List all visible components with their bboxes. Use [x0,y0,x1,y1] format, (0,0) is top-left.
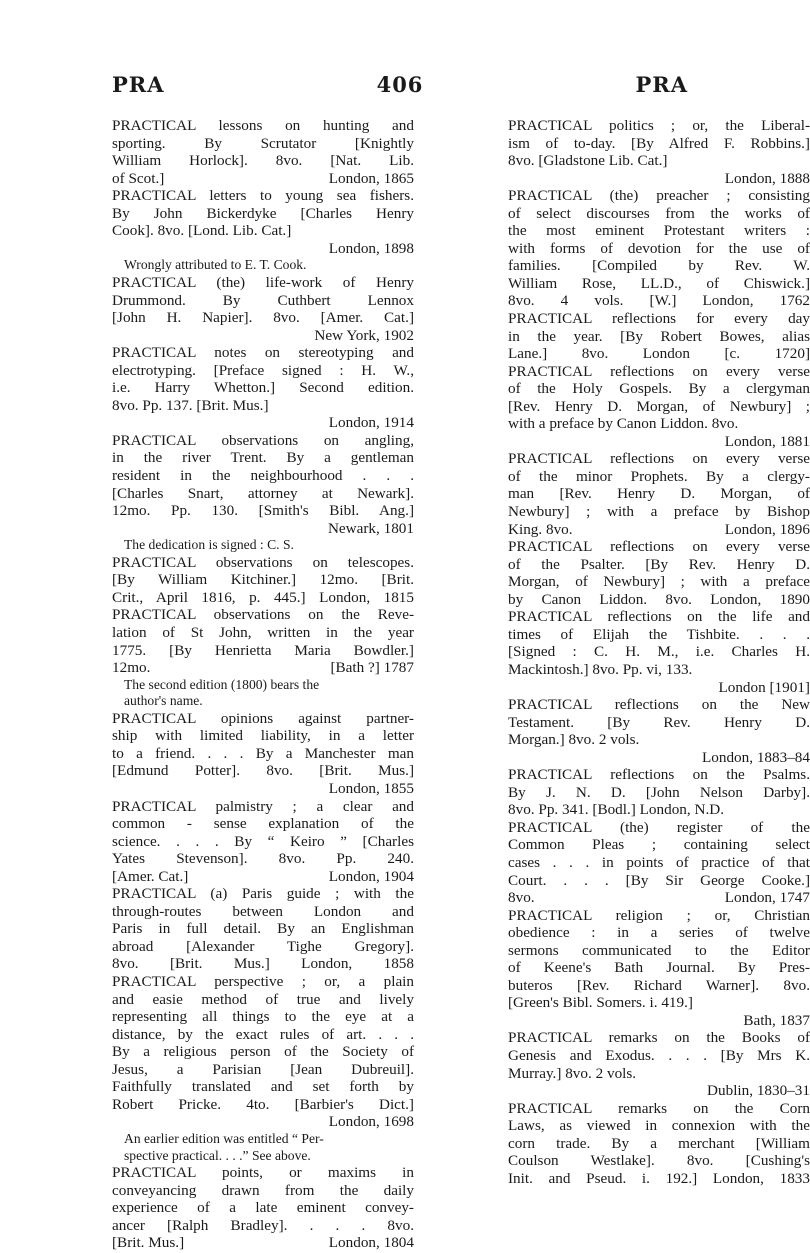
entry-note: spective practical. . . .” See above. [124,1147,311,1163]
catalog-entry [112,1164,414,1252]
entry-line: the most eminent Protestant writers : [508,222,810,240]
catalog-entry [112,798,414,886]
entry-line [112,170,414,188]
entry-line: PRACTICAL notes on stereotyping and [112,344,414,362]
entry-note: author's name. [124,693,203,709]
entry-line-part: London, 1804 [328,1234,414,1252]
entry-line: Coulson Westlake]. 8vo. [Cushing's [508,1152,810,1170]
catalog-entry [508,766,810,819]
page-number: 406 [376,72,424,97]
entry-line: Init. and Pseud. i. 192.] London, 1833 [508,1169,810,1187]
entry-line [112,868,414,886]
entry-line: PRACTICAL reflections for every day [508,310,810,328]
entry-line-part: [Amer. Cat.] [112,867,189,885]
entry-line: 1775. [By Henrietta Maria Bowdler.] [112,641,414,659]
entry-line: resident in the neighbourhood . . . [112,466,414,484]
entry-line: PRACTICAL lessons on hunting and [112,117,414,134]
entry-line: Dublin, 1830–31 [707,1082,810,1100]
entry-line: PRACTICAL reflections on the life and [508,608,810,626]
entry-line: Bath, 1837 [743,1011,810,1029]
entry-line: London, 1898 [328,239,414,257]
entry-line: PRACTICAL (the) life-work of Henry [112,273,414,291]
entry-line: lation of St John, written in the year [112,623,414,641]
entry-line: PRACTICAL (the) register of the [508,818,810,836]
entry-line [508,521,810,539]
catalog-entry [508,310,810,363]
catalog-entry [508,538,810,608]
entry-line: ancer [Ralph Bradley]. . . . 8vo. [112,1216,414,1234]
left-column [112,117,414,1252]
entry-line: William Horlock]. 8vo. [Nat. Lib. [112,152,414,170]
catalog-entry [508,1029,810,1099]
entry-line: Mackintosh.] 8vo. Pp. vi, 133. [508,660,693,678]
entry-line: by Canon Liddon. 8vo. London, 1890 [508,590,810,608]
entry-line: London, 1881 [724,432,810,450]
entry-line-part: [Bath ?] 1787 [330,659,414,677]
catalog-entry [508,1100,810,1188]
entry-line: PRACTICAL politics ; or, the Liberal- [508,117,810,134]
entry-line: Newark, 1801 [327,519,414,537]
catalog-entry [508,117,810,187]
catalog-entry [112,973,414,1164]
entry-line: [Green's Bibl. Somers. i. 419.] [508,994,693,1012]
entry-line: Jesus, a Parisian [Jean Dubreuil]. [112,1060,414,1078]
entry-line: corn trade. By a merchant [William [508,1134,810,1152]
entry-line: By John Bickerdyke [Charles Henry [112,204,414,222]
entry-line: By J. N. D. [John Nelson Darby]. [508,783,810,801]
catalog-entry [112,710,414,798]
entry-line: PRACTICAL observations on the Reve- [112,606,414,624]
catalog-entry [508,363,810,451]
entry-line: PRACTICAL observations on angling, [112,431,414,449]
entry-line: electrotyping. [Preface signed : H. W., [112,361,414,379]
entry-line: PRACTICAL palmistry ; a clear and [112,797,414,815]
catalog-entry [508,696,810,766]
entry-line: PRACTICAL observations on telescopes. [112,553,414,571]
entry-line: New York, 1902 [314,326,414,344]
entry-line: Genesis and Exodus. . . . [By Mrs K. [508,1046,810,1064]
entry-line: of the Psalter. [By Rev. Henry D. [508,555,810,573]
entry-line-part: King. 8vo. [508,520,573,538]
entry-line: 8vo. Pp. 341. [Bodl.] London, N.D. [508,801,724,819]
catalog-entry [112,432,414,554]
entry-line: cases . . . in points of practice of that [508,853,810,871]
catalog-entry [112,344,414,432]
entry-line: Faithfully translated and set forth by [112,1078,414,1096]
entry-line: Morgan.] 8vo. 2 vols. [508,731,640,749]
entry-line-part: London, 1904 [328,867,414,885]
entry-line: PRACTICAL opinions against partner- [112,709,414,727]
entry-line: Morgan, of Newbury] ; with a preface [508,573,810,591]
entry-line: i.e. Harry Whetton.] Second edition. [112,379,414,397]
entry-line: [John H. Napier]. 8vo. [Amer. Cat.] [112,309,414,327]
catalog-entry [112,885,414,973]
catalog-entry [508,819,810,907]
entry-line: Crit., April 1816, p. 445.] London, 1815 [112,588,414,606]
entry-line: distance, by the exact rules of art. . . . [112,1025,414,1043]
entry-line: Drummond. By Cuthbert Lennox [112,291,414,309]
entry-line: PRACTICAL (the) preacher ; consisting [508,187,810,205]
entry-line: PRACTICAL points, or maxims in [112,1164,414,1182]
entry-line: London, 1698 [328,1113,414,1131]
entry-line: PRACTICAL religion ; or, Christian [508,906,810,924]
entry-line: London [1901] [718,678,810,696]
entry-line: PRACTICAL letters to young sea fishers. [112,187,414,205]
entry-line: sporting. By Scrutator [Knightly [112,134,414,152]
entry-line: common - sense explanation of the [112,815,414,833]
entry-line: science. . . . By “ Keiro ” [Charles [112,832,414,850]
entry-line: PRACTICAL reflections on the New [508,696,810,714]
entry-line: Robert Pricke. 4to. [Barbier's Dict.] [112,1095,414,1113]
entry-line-part: London, 1747 [724,889,810,907]
entry-line: Paris in full detail. By an Englishman [112,920,414,938]
entry-line: Lane.] 8vo. London [c. 1720] [508,345,810,363]
header-right-guide: PRA [635,72,688,97]
entry-line: families. [Compiled by Rev. W. [508,257,810,275]
entry-line: PRACTICAL perspective ; or, a plain [112,972,414,990]
entry-line: Court. . . . [By Sir George Cooke.] [508,871,810,889]
entry-line-part: 8vo. [508,889,535,907]
entry-line: to a friend. . . . By a Manchester man [112,744,414,762]
entry-line: William Rose, LL.D., of Chiswick.] [508,274,810,292]
entry-line: obedience : in a series of twelve [508,924,810,942]
entry-line: in the river Trent. By a gentleman [112,449,414,467]
entry-note: Wrongly attributed to E. T. Cook. [124,257,307,273]
entry-line-part: London, 1896 [724,520,810,538]
entry-line: PRACTICAL reflections on every verse [508,450,810,468]
entry-line: with a preface by Canon Liddon. 8vo. [508,415,739,433]
catalog-entry [508,450,810,538]
entry-line: in the year. [By Robert Bowes, alias [508,327,810,345]
entry-line: through-routes between London and [112,902,414,920]
entry-line-part: [Brit. Mus.] [112,1234,185,1252]
entry-line: Yates Stevenson]. 8vo. Pp. 240. [112,850,414,868]
entry-line: of the Holy Gospels. By a clergyman [508,380,810,398]
entry-line: PRACTICAL reflections on every verse [508,362,810,380]
entry-line [112,659,414,677]
entry-note: An earlier edition was entitled “ Per- [124,1130,324,1146]
entry-line: London, 1883–84 [702,748,810,766]
entry-line: [Signed : C. H. M., i.e. Charles H. [508,643,810,661]
entry-line: Murray.] 8vo. 2 vols. [508,1064,637,1082]
entry-note: The second edition (1800) bears the [124,676,320,692]
entry-line: of Keene's Bath Journal. By Pres- [508,959,810,977]
page-header [0,72,800,102]
entry-line: PRACTICAL remarks on the Corn [508,1099,810,1117]
entry-line: times of Elijah the Tishbite. . . . [508,625,810,643]
entry-line [112,1234,414,1252]
catalog-entry [508,608,810,696]
entry-line-part: of Scot.] [112,169,165,187]
entry-line: Common Pleas ; containing select [508,836,810,854]
entry-line: Cook]. 8vo. [Lond. Lib. Cat.] [112,222,292,240]
entry-line: Laws, as viewed in connexion with the [508,1117,810,1135]
entry-line: of select discourses from the works of [508,204,810,222]
entry-line: By a religious person of the Society of [112,1043,414,1061]
entry-line: representing all things to the eye at a [112,1008,414,1026]
entry-line: buteros [Rev. Richard Warner]. 8vo. [508,976,810,994]
entry-line: [Charles Snart, attorney at Newark]. [112,484,414,502]
entry-line: PRACTICAL remarks on the Books of [508,1029,810,1047]
entry-line: London, 1914 [328,414,414,432]
entry-line: ship with limited liability, in a letter [112,727,414,745]
entry-line: with forms of devotion for the use of [508,239,810,257]
catalog-entry [112,274,414,344]
entry-line: [Rev. Henry D. Morgan, of Newbury] ; [508,397,810,415]
entry-line-part: London, 1865 [328,169,414,187]
catalog-entry [112,554,414,607]
catalog-entry [508,907,810,1030]
entry-line: [By William Kitchiner.] 12mo. [Brit. [112,571,414,589]
header-left-guide: PRA [112,72,165,97]
entry-line: PRACTICAL reflections on every verse [508,538,810,556]
entry-line: ism of to-day. [By Alfred F. Robbins.] [508,134,810,152]
entry-line: London, 1888 [724,169,810,187]
entry-line: 8vo. [Brit. Mus.] London, 1858 [112,955,414,973]
catalog-entry [508,187,810,310]
catalog-entry [112,117,414,274]
entry-line: Newbury] ; with a preface by Bishop [508,503,810,521]
entry-line-part: 12mo. [112,659,151,677]
entry-line: abroad [Alexander Tighe Gregory]. [112,937,414,955]
entry-line [508,889,810,907]
entry-line: London, 1855 [328,779,414,797]
entry-line: man [Rev. Henry D. Morgan, of [508,485,810,503]
entry-note: The dedication is signed : C. S. [124,537,294,553]
entry-line: [Edmund Potter]. 8vo. [Brit. Mus.] [112,762,414,780]
right-column [508,117,810,1187]
entry-line: PRACTICAL (a) Paris guide ; with the [112,885,414,903]
entry-line: Testament. [By Rev. Henry D. [508,713,810,731]
entry-line: 8vo. [Gladstone Lib. Cat.] [508,152,668,170]
entry-line: 12mo. Pp. 130. [Smith's Bibl. Ang.] [112,502,414,520]
entry-line: sermons communicated to the Editor [508,941,810,959]
entry-line: of the minor Prophets. By a clergy- [508,467,810,485]
entry-line: experience of a late eminent convey- [112,1199,414,1217]
entry-line: PRACTICAL reflections on the Psalms. [508,766,810,784]
entry-line: and easie method of true and lively [112,990,414,1008]
catalog-entry [112,606,414,709]
entry-line: conveyancing drawn from the daily [112,1181,414,1199]
entry-line: 8vo. 4 vols. [W.] London, 1762 [508,292,810,310]
entry-line: 8vo. Pp. 137. [Brit. Mus.] [112,396,269,414]
